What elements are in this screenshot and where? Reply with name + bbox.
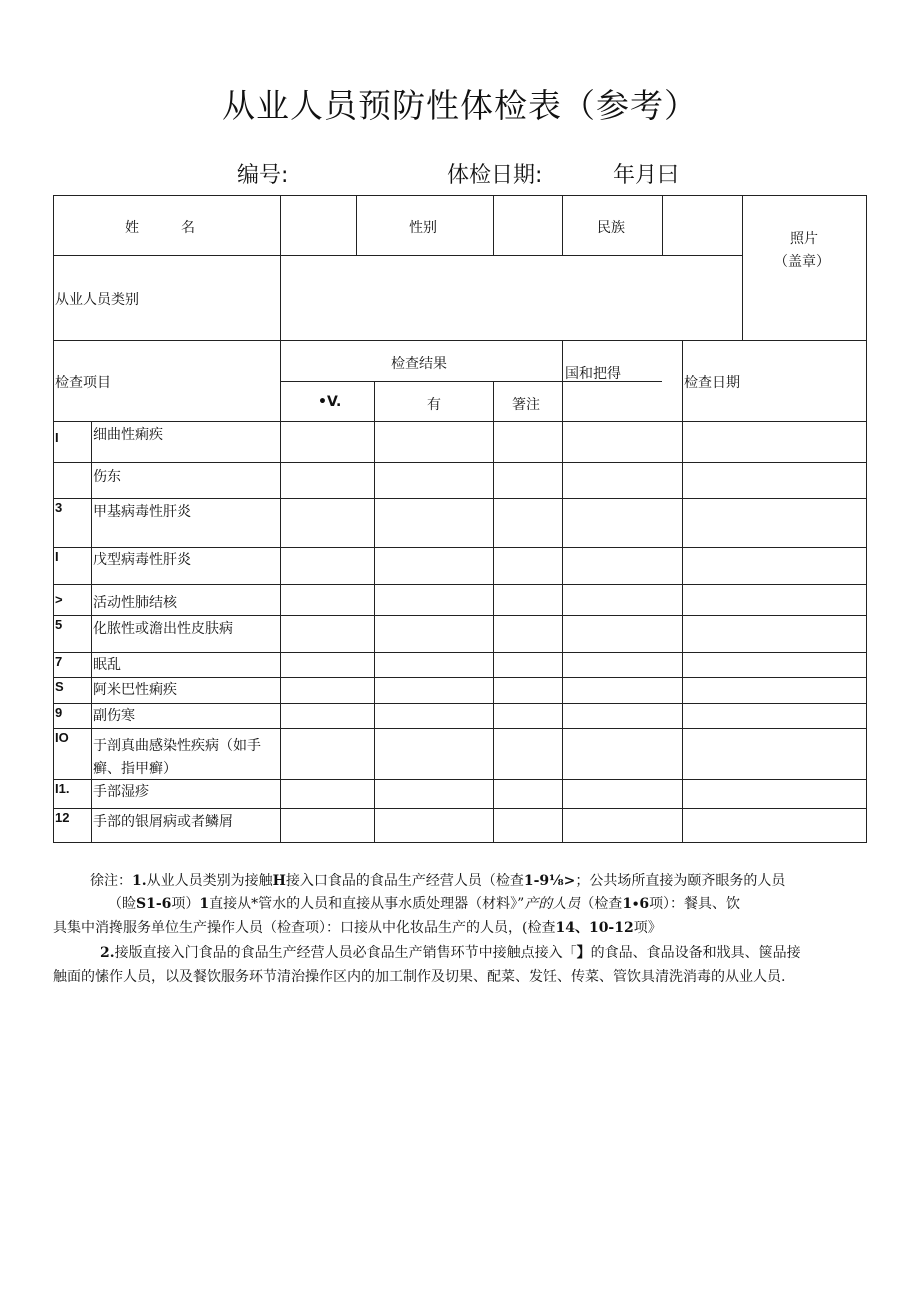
item-number: > bbox=[55, 592, 63, 607]
item-number: 5 bbox=[55, 617, 63, 632]
check-date-label: 检查日期 bbox=[684, 375, 740, 391]
doctor-label: 国和把得 bbox=[565, 366, 621, 382]
result-remark-label: 箸注 bbox=[512, 397, 540, 413]
item-name: 细曲性痢疾 bbox=[93, 427, 163, 443]
item-name-continued: 癣、指甲癣） bbox=[93, 761, 177, 777]
page-title: 从业人员预防性体检表（参考） bbox=[222, 86, 698, 125]
item-number: 7 bbox=[55, 654, 63, 669]
item-number: 3 bbox=[55, 500, 63, 515]
item-number: IO bbox=[55, 730, 69, 745]
item-number: I bbox=[55, 549, 59, 564]
check-item-label: 检查项目 bbox=[55, 375, 111, 391]
item-name: 手部的银屑病或者鳞屑 bbox=[93, 814, 233, 830]
note-2-line-1: 2.接版直接入门食品的食品生产经营人员必食品生产销售环节中接触点接入「】的食品、食品设备和戕具、箧品接 bbox=[100, 945, 801, 961]
ethnicity-label: 民族 bbox=[597, 220, 625, 236]
note-1-line-2: （睑S1-6项）1直接从*管水的人员和直接从事水质处理器（材料》”产的人员（检查1∙6项）：餐具、饮 bbox=[108, 896, 741, 912]
number-label: 编号: bbox=[237, 163, 289, 188]
item-name: 戊型病毒性肝炎 bbox=[93, 552, 191, 568]
note-2-line-2: 触面的愫作人员，以及餐饮服务环节清治操作区内的加工制作及切果、配菜、发饪、传菜、管饮具清洗消毒的从业人员. bbox=[53, 969, 786, 985]
exam-date-label: 体检日期: bbox=[447, 163, 543, 188]
category-label: 从业人员类别 bbox=[55, 292, 139, 308]
item-name: 手部湿疹 bbox=[93, 784, 149, 800]
name-label: 姓 名 bbox=[125, 220, 195, 236]
item-number: 12 bbox=[55, 810, 70, 825]
gender-label: 性别 bbox=[409, 220, 437, 236]
result-yes-label: 有 bbox=[427, 397, 441, 413]
item-name: 活动性肺结核 bbox=[93, 595, 177, 611]
photo-label: 照片 bbox=[790, 231, 818, 247]
note-1-line-1: 徐注：1.从业人员类别为接触H接入口食品的食品生产经营人员（检查1-9⅛>；公共场所直接为颐齐眼务的人员 bbox=[90, 873, 786, 889]
item-name: 甲基病毒性肝炎 bbox=[93, 504, 191, 520]
exam-date-placeholder: 年月曰 bbox=[613, 163, 680, 188]
item-name: 阿米巴性痢疾 bbox=[93, 682, 177, 698]
item-name: 化脓性或澹出性皮肤病 bbox=[93, 621, 233, 637]
item-number: I1. bbox=[55, 781, 70, 796]
item-name: 伤东 bbox=[93, 469, 121, 485]
item-number: I bbox=[55, 430, 59, 445]
check-result-label: 检查结果 bbox=[391, 356, 447, 372]
item-name: 于剖真曲感染性疾病（如手 bbox=[93, 738, 261, 754]
photo-seal-label: （盖章） bbox=[774, 254, 830, 270]
item-name: 副伤寒 bbox=[93, 708, 135, 724]
item-number: S bbox=[55, 679, 64, 694]
note-1-line-3: 具集中消搀服务单位生产操作人员（检查项）：口接从中化妆品生产的人员，(检查14、10-12项》 bbox=[53, 920, 662, 936]
result-none-label: •V. bbox=[318, 394, 342, 410]
item-name: 眠乱 bbox=[93, 657, 121, 673]
item-number: 9 bbox=[55, 705, 63, 720]
